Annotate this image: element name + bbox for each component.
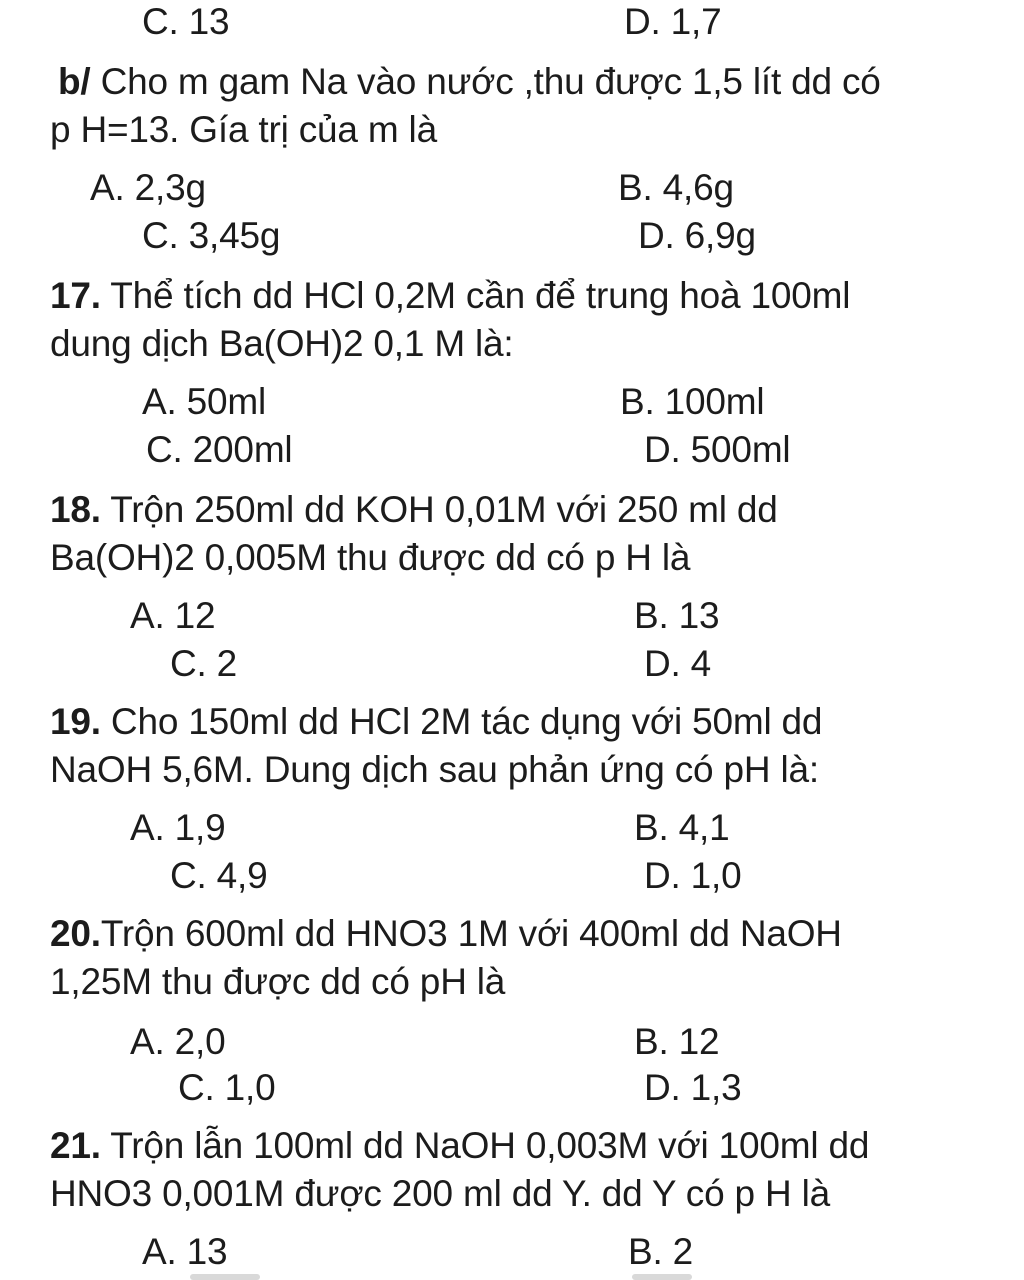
question-21-line2: HNO3 0,001M được 200 ml dd Y. dd Y có p H là [50,1173,830,1214]
question-b-line1 [58,60,881,104]
option-a: A. 1,9 [130,807,226,848]
option-a: A. 12 [130,595,216,636]
question-number: b/ [58,61,91,102]
question-b-line2: p H=13. Gía trị của m là [50,109,437,150]
question-20-line2: 1,25M thu được dd có pH là [50,961,506,1002]
question-number: 17. [50,275,101,316]
option-a: A. 13 [142,1231,228,1272]
question-18-line2: Ba(OH)2 0,005M thu được dd có p H là [50,537,691,578]
option-b: B. 100ml [620,381,765,422]
question-text: Cho 150ml dd HCl 2M tác dụng với 50ml dd [100,701,823,742]
option-c: C. 4,9 [170,855,268,896]
option-d: D. 500ml [644,429,791,470]
question-text: Trộn 600ml dd HNO3 1M với 400ml dd NaOH [100,913,842,954]
option-d: D. 1,3 [644,1067,742,1108]
question-text: Thể tích dd HCl 0,2M cần để trung hoà 100ml [100,275,851,316]
option-c: C. 3,45g [142,215,281,256]
option-c: C. 13 [142,1,230,42]
option-c: C. 1,0 [178,1067,276,1108]
question-19-line2: NaOH 5,6M. Dung dịch sau phản ứng có pH là: [50,749,819,790]
question-text: Trộn 250ml dd KOH 0,01M với 250 ml dd [100,489,778,530]
cutoff-text-fragment [632,1274,692,1280]
option-d: D. 1,0 [644,855,742,896]
cutoff-text-fragment [190,1274,260,1280]
option-c: C. 200ml [146,429,293,470]
question-19-line1 [50,700,822,744]
question-number: 18. [50,489,101,530]
question-17-line1 [50,274,850,318]
option-b: B. 12 [634,1021,720,1062]
option-b: B. 4,1 [634,807,730,848]
option-d: D. 6,9g [638,215,756,256]
option-b: B. 13 [634,595,720,636]
question-number: 20. [50,913,101,954]
option-a: A. 2,0 [130,1021,226,1062]
question-21-line1 [50,1124,869,1168]
question-text: Cho m gam Na vào nước ,thu được 1,5 lít dd có [90,61,881,102]
question-20-line1 [50,912,842,956]
option-a: A. 2,3g [90,167,206,208]
option-b: B. 4,6g [618,167,734,208]
option-a: A. 50ml [142,381,267,422]
option-b: B. 2 [628,1231,694,1272]
question-17-line2: dung dịch Ba(OH)2 0,1 M là: [50,323,514,364]
option-d: D. 1,7 [624,1,722,42]
option-d: D. 4 [644,643,712,684]
option-c: C. 2 [170,643,238,684]
question-number: 21. [50,1125,101,1166]
question-18-line1 [50,488,778,532]
question-number: 19. [50,701,101,742]
question-text: Trộn lẫn 100ml dd NaOH 0,003M với 100ml dd [100,1125,870,1166]
